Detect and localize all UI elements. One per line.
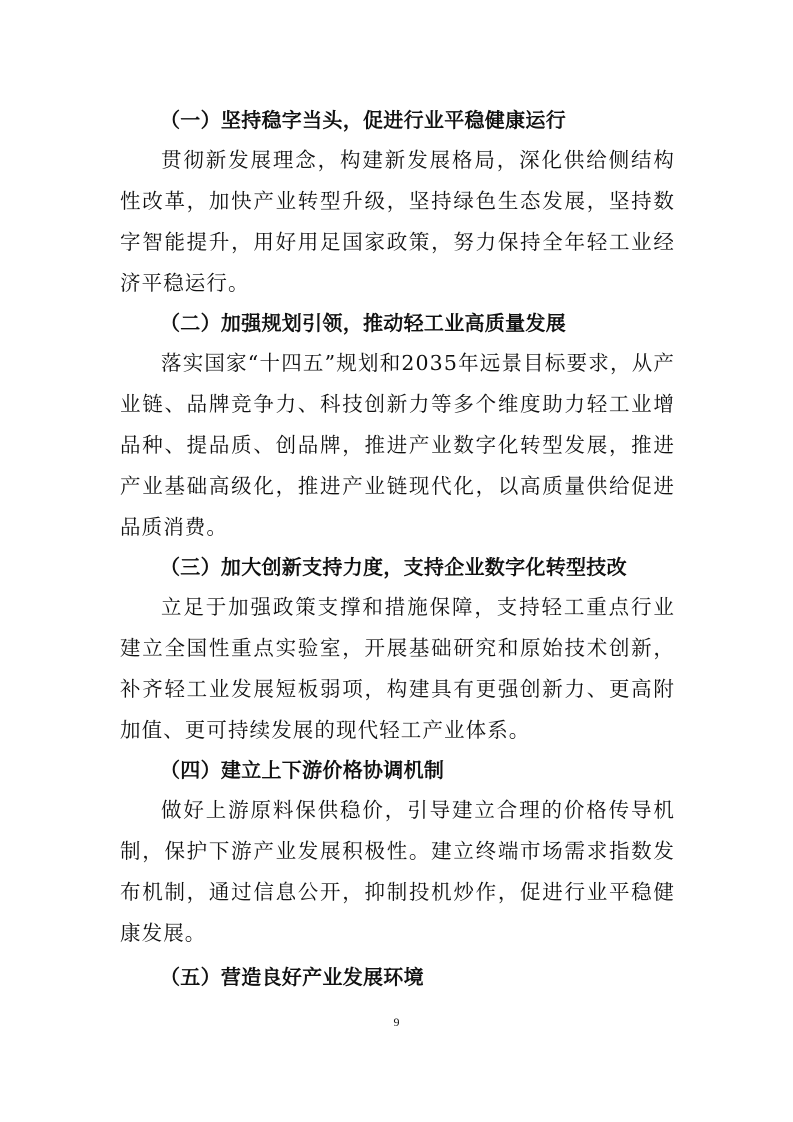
section-paragraph-3: 立足于加强政策支撑和措施保障，支持轻工重点行业建立全国性重点实验室，开展基础研究和原始技术创新，补齐轻工业发展短板弱项，构建具有更强创新力、更高附加值、更可持续发展的现代轻工产业体系。 bbox=[120, 595, 675, 742]
document-body bbox=[120, 101, 675, 997]
section-heading-2: （二）加强规划引领，推动轻工业高质量发展 bbox=[160, 311, 566, 335]
section-paragraph-1: 贯彻新发展理念，构建新发展格局，深化供给侧结构性改革，加快产业转型升级，坚持绿色生态发展，坚持数字智能提升，用好用足国家政策，努力保持全年轻工业经济平稳运行。 bbox=[120, 148, 675, 295]
section-heading-4: （四）建立上下游价格协调机制 bbox=[160, 758, 445, 782]
section-heading-3: （三）加大创新支持力度，支持企业数字化转型技改 bbox=[160, 555, 627, 579]
section-paragraph-4: 做好上游原料保供稳价，引导建立合理的价格传导机制，保护下游产业发展积极性。建立终端市场需求指数发布机制，通过信息公开，抑制投机炒作，促进行业平稳健康发展。 bbox=[120, 798, 675, 945]
section-paragraph-2: 落实国家“十四五”规划和2035年远景目标要求，从产业链、品牌竞争力、科技创新力等多个维度助力轻工业增品种、提品质、创品牌，推进产业数字化转型发展，推进产业基础高级化，推进产业链现代化，以高质量供给促进品质消费。 bbox=[120, 351, 675, 539]
section-heading-1: （一）坚持稳字当头，促进行业平稳健康运行 bbox=[160, 108, 566, 132]
section-heading-5: （五）营造良好产业发展环境 bbox=[160, 965, 424, 989]
page-number: 9 bbox=[393, 1015, 400, 1029]
